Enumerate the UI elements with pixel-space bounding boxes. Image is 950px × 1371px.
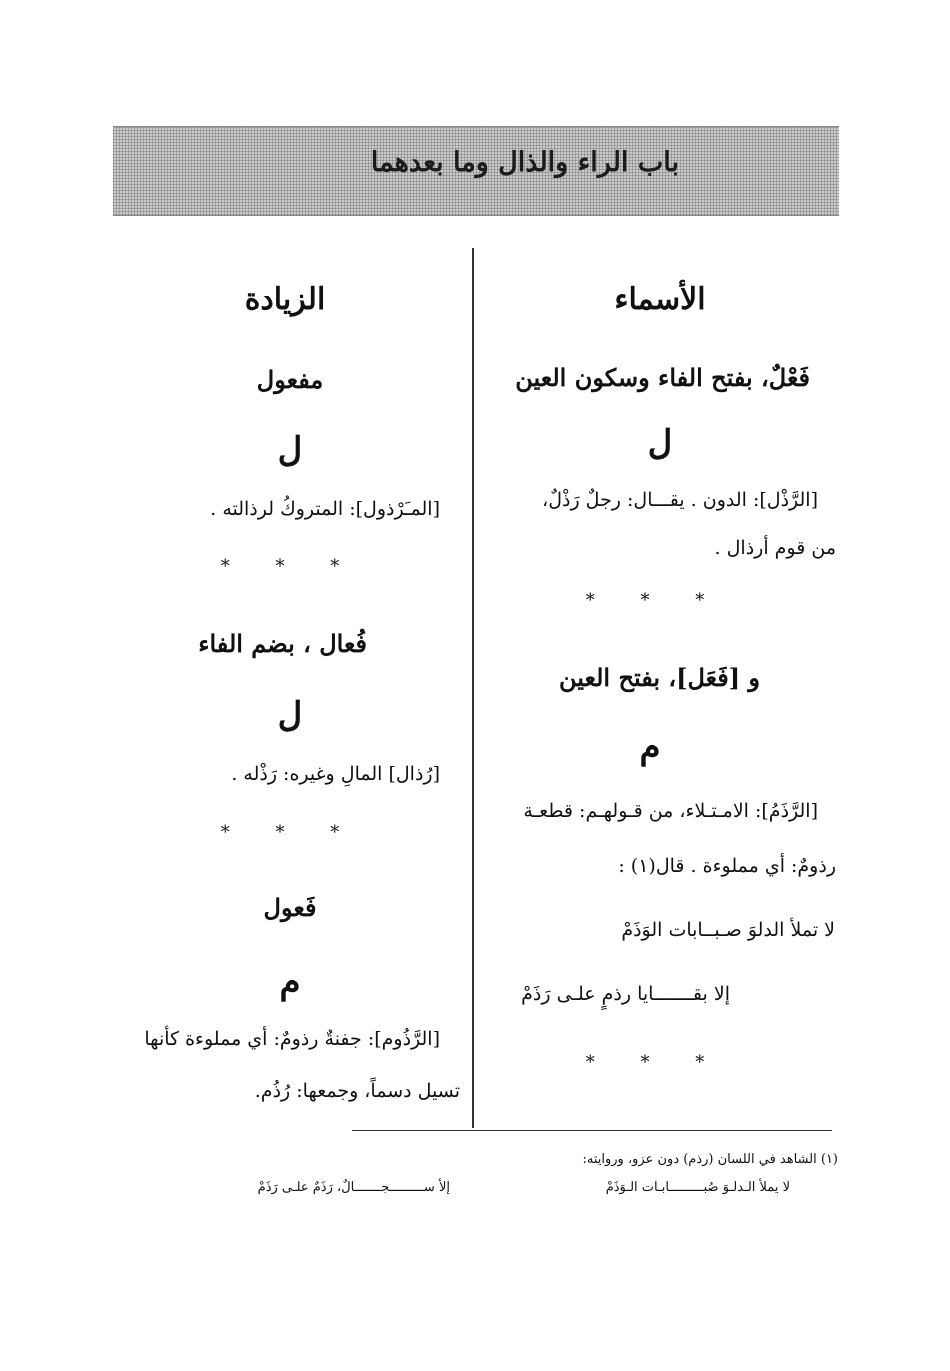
footnote-text: (١) الشاهد في اللسان (رذم) دون عزو، وروايته: <box>582 1152 838 1167</box>
chapter-title: باب الراء والذال وما بعدهما <box>370 147 679 178</box>
entry-line: من قوم أرذال . <box>714 537 836 559</box>
section-separator: * * * <box>220 556 360 577</box>
entry-line: [الرَّذَمُ]: الامـتـلاء، من قـولهـم: قطعـة <box>523 800 818 822</box>
left-column-heading: الزيادة <box>244 282 326 317</box>
verse-line: لا تملأ الدلوَ صـبــابات الوَذَمْ <box>621 919 835 941</box>
root-letter: ل <box>277 430 303 470</box>
column-divider <box>472 248 474 1128</box>
verse-line: إلا بقـــــــايا رذمٍ علـى رَذَمْ <box>521 983 730 1005</box>
footnote-verse-left: إلأ ســـــــــجـــــــالٌ، رَذَمٌ علـى رَذَمْ <box>257 1180 450 1195</box>
root-letter: م <box>639 727 661 767</box>
footnote-verse-right: لا يملأ الـدلـوَ صُبـــــــــابـات الـوَذَمْ <box>605 1180 790 1195</box>
section-separator: * * * <box>585 590 725 611</box>
chapter-banner <box>113 126 839 216</box>
entry-line: رذومٌ: أي مملوءة . قال(١) : <box>618 855 836 877</box>
footnote-divider <box>352 1130 832 1131</box>
section-separator: * * * <box>220 822 360 843</box>
pattern-heading: فَعْلٌ، بفتح الفاء وسكون العين <box>515 363 810 392</box>
entry-line: [الرَّذْل]: الدون . يقـــال: رجلٌ رَذْلٌ، <box>542 489 818 511</box>
entry-line: [رُذال] المالِ وغيره: رَذْله . <box>231 763 440 785</box>
entry-line: [الرَّذُوم]: جفنةٌ رذومٌ: أي مملوءة كأنها <box>144 1028 440 1050</box>
pattern-heading: مفعول <box>256 365 324 394</box>
pattern-heading: فُعال ، بضم الفاء <box>198 629 367 658</box>
pattern-heading: فَعول <box>263 893 317 922</box>
right-column-heading: الأسماء <box>614 282 706 317</box>
root-letter: م <box>279 962 301 1002</box>
section-separator: * * * <box>585 1052 725 1073</box>
root-letter: ل <box>277 695 303 735</box>
root-letter: ل <box>647 423 673 463</box>
entry-line: [المـَرْذول]: المتروكُ لرذالته . <box>210 498 440 520</box>
entry-line: تسيل دسماً، وجمعها: رُذُم. <box>254 1080 460 1102</box>
pattern-heading: و [فَعَل]، بفتح العين <box>559 663 760 692</box>
